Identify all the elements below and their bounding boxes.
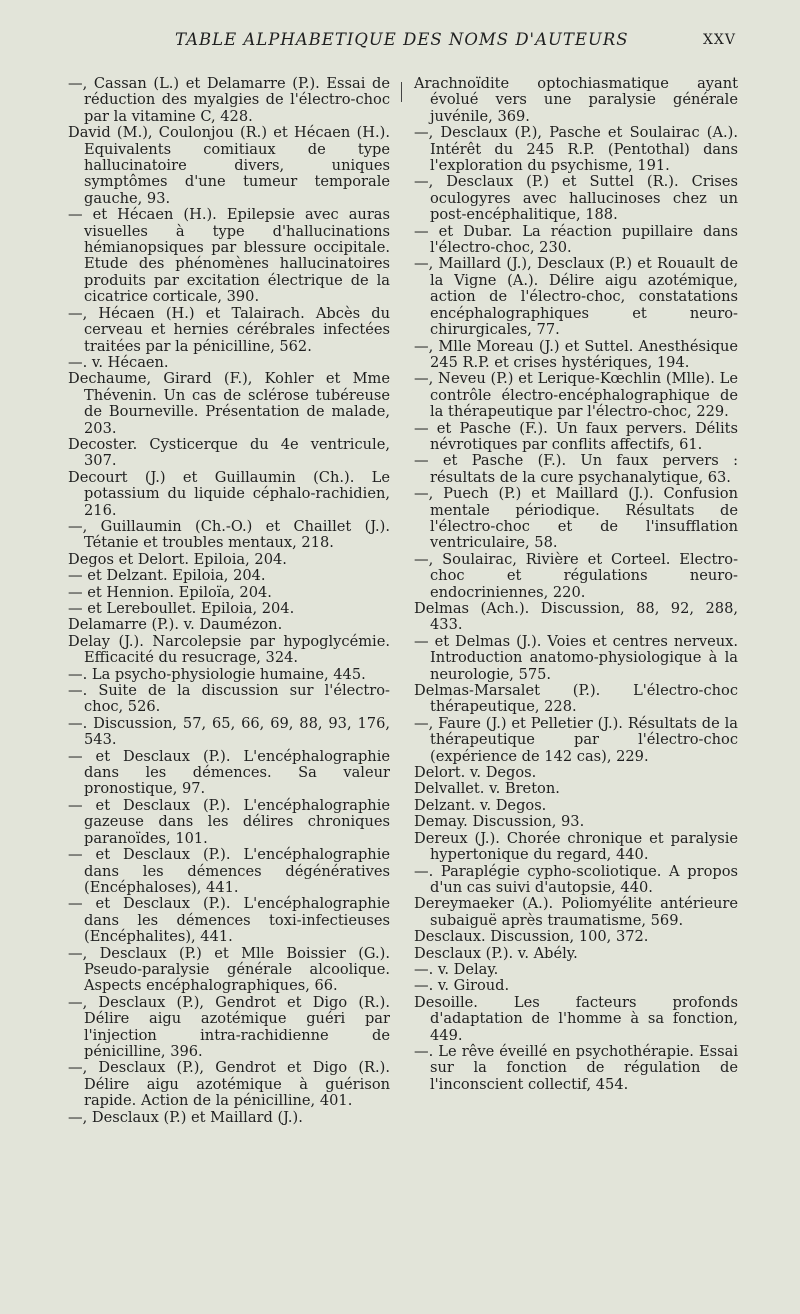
index-entry: Delvallet. v. Breton.	[414, 780, 560, 798]
index-entry: Dereymaeker (A.). Poliomyélite antérieure subaiguë après traumatisme, 569.	[414, 895, 738, 929]
index-entry: Demay. Discussion, 93.	[414, 813, 585, 831]
index-entry: —. Paraplégie cypho-scoliotique. A propos d'un cas suivi d'autopsie, 440.	[414, 862, 738, 896]
index-entry: — et Lereboullet. Epiloia, 204.	[68, 600, 295, 617]
index-entry: —. v. Delay.	[414, 960, 499, 978]
index-entry: —. La psycho-physiologie humaine, 445.	[68, 665, 366, 683]
index-entry: —, Maillard (J.), Desclaux (P.) et Rouault de la Vigne (A.). Délire aigu azotémique, action de l'électro-choc, constatations encéphalographiques et neuro-chirurgicales, 77.	[414, 255, 738, 339]
running-title: TABLE ALPHABETIQUE DES NOMS D'AUTEURS	[175, 30, 629, 49]
index-entry: — et Desclaux (P.). L'encéphalographie gazeuse dans les délires chroniques paranoïdes, 101.	[68, 796, 390, 847]
index-entry: Dechaume, Girard (F.), Kohler et Mme Thévenin. Un cas de sclérose tubéreuse de Bourneville. Présentation de malade, 203.	[68, 370, 390, 437]
index-entry: —, Puech (P.) et Maillard (J.). Confusion mentale périodique. Résultats de l'électro-choc et de l'insufflation ventriculaire, 58.	[414, 485, 738, 552]
index-entry: Dereux (J.). Chorée chronique et paralysie hypertonique du regard, 440.	[414, 829, 738, 864]
index-entry: Arachnoïdite optochiasmatique ayant évolué vers une paralysie générale juvénile, 369.	[414, 75, 738, 125]
running-header	[0, 30, 800, 56]
index-entry: —, Faure (J.) et Pelletier (J.). Résultats de la thérapeutique par l'électro-choc (expérience de 142 cas), 229.	[414, 714, 738, 765]
index-column-left	[68, 76, 390, 1126]
index-entry: Desclaux. Discussion, 100, 372.	[414, 928, 649, 946]
index-entry: —. v. Hécaen.	[68, 353, 169, 371]
index-entry: — et Delmas (J.). Voies et centres nerveux. Introduction anatomo-physiologique à la neurologie, 575.	[414, 632, 738, 683]
index-entry: —, Neveu (P.) et Lerique-Kœchlin (Mlle). Le contrôle électro-encéphalographique de la thérapeutique par l'électro-choc, 229.	[414, 370, 738, 421]
index-entry: —, Mlle Moreau (J.) et Suttel. Anesthésique 245 R.P. et crises hystériques, 194.	[414, 337, 738, 371]
index-entry: —. v. Giroud.	[414, 977, 510, 995]
index-entry: —, Desclaux (P.), Pasche et Soulairac (A.). Intérêt du 245 R.P. (Pentothal) dans l'exploration du psychisme, 191.	[414, 124, 738, 175]
index-entry: — et Delzant. Epiloia, 204.	[68, 567, 266, 585]
index-entry: Desclaux (P.). v. Abély.	[414, 944, 578, 962]
index-entry: Decourt (J.) et Guillaumin (Ch.). Le potassium du liquide céphalo-rachidien, 216.	[68, 468, 390, 519]
index-entry: — et Pasche (F.). Un faux pervers. Délits névrotiques par conflits affectifs, 61.	[414, 419, 738, 453]
index-entry: Degos et Delort. Epiloia, 204.	[68, 550, 287, 568]
index-entry: Delmas-Marsalet (P.). L'électro-choc thérapeutique, 228.	[414, 682, 738, 716]
index-entry: Delzant. v. Degos.	[414, 796, 547, 814]
index-column-right	[414, 76, 738, 1093]
index-entry: — et Hennion. Epiloïa, 204.	[68, 583, 272, 601]
index-entry: Desoille. Les facteurs profonds d'adaptation de l'homme à sa fonction, 449.	[414, 993, 738, 1044]
index-entry: —, Guillaumin (Ch.-O.) et Chaillet (J.). Tétanie et troubles mentaux, 218.	[68, 517, 390, 552]
index-entry: —, Desclaux (P.), Gendrot et Digo (R.). Délire aigu azotémique à guérison rapide. Action de la pénicilline, 401.	[68, 1059, 390, 1110]
index-entry: — et Desclaux (P.). L'encéphalographie dans les démences toxi-infectieuses (Encéphalites), 441.	[68, 895, 390, 946]
column-divider	[401, 82, 402, 102]
index-entry: David (M.), Coulonjou (R.) et Hécaen (H.). Equivalents comitiaux de type hallucinatoire divers, uniques symptômes d'une tumeur temporale gauche, 93.	[68, 124, 390, 207]
page-number: XXV	[702, 32, 736, 48]
index-entry: Delmas (Ach.). Discussion, 88, 92, 288, 433.	[414, 600, 738, 634]
index-entry: — et Desclaux (P.). L'encéphalographie dans les démences dégénératives (Encéphaloses), 441.	[68, 846, 390, 896]
index-entry: —, Desclaux (P.) et Maillard (J.).	[68, 1108, 303, 1126]
index-entry: Delay (J.). Narcolepsie par hypoglycémie. Efficacité du resucrage, 324.	[68, 632, 390, 667]
index-entry: —, Desclaux (P.), Gendrot et Digo (R.). Délire aigu azotémique guéri par l'injection intra-rachidienne de pénicilline, 396.	[68, 993, 390, 1060]
index-entry: —. Suite de la discussion sur l'électro-choc, 526.	[68, 682, 390, 716]
index-entry: —, Desclaux (P.) et Mlle Boissier (G.). Pseudo-paralysie générale alcoolique. Aspects encéphalographiques, 66.	[68, 944, 390, 995]
index-entry: —, Soulairac, Rivière et Corteel. Electro-choc et régulations neuro-endocriniennes, 220.	[414, 550, 738, 601]
index-entry: — et Pasche (F.). Un faux pervers : résultats de la cure psychanalytique, 63.	[414, 452, 738, 486]
index-entry: —, Desclaux (P.) et Suttel (R.). Crises oculogyres avec hallucinoses chez un post-encéphalitique, 188.	[414, 173, 738, 224]
index-entry: Delamarre (P.). v. Daumézon.	[68, 616, 283, 634]
index-entry: — et Dubar. La réaction pupillaire dans l'électro-choc, 230.	[414, 222, 738, 257]
index-entry: Decoster. Cysticerque du 4e ventricule, 307.	[68, 435, 390, 470]
index-entry: Delort. v. Degos.	[414, 764, 537, 782]
index-entry: —, Cassan (L.) et Delamarre (P.). Essai de réduction des myalgies de l'électro-choc par la vitamine C, 428.	[68, 75, 390, 125]
index-entry: — et Desclaux (P.). L'encéphalographie dans les démences. Sa valeur pronostique, 97.	[68, 747, 390, 798]
index-entry: — et Hécaen (H.). Epilepsie avec auras visuelles à type d'hallucinations hémianopsiques par blessure occipitale. Etude des phénomènes hallucinatoires produits par excitation électrique de la cicatrice corticale, 390.	[68, 206, 390, 306]
index-entry: —. Discussion, 57, 65, 66, 69, 88, 93, 176, 543.	[68, 714, 390, 749]
index-entry: —. Le rêve éveillé en psychothérapie. Essai sur la fonction de régulation de l'inconscient collectif, 454.	[414, 1042, 738, 1093]
index-entry: —, Hécaen (H.) et Talairach. Abcès du cerveau et hernies cérébrales infectées traitées par la pénicilline, 562.	[68, 304, 390, 355]
